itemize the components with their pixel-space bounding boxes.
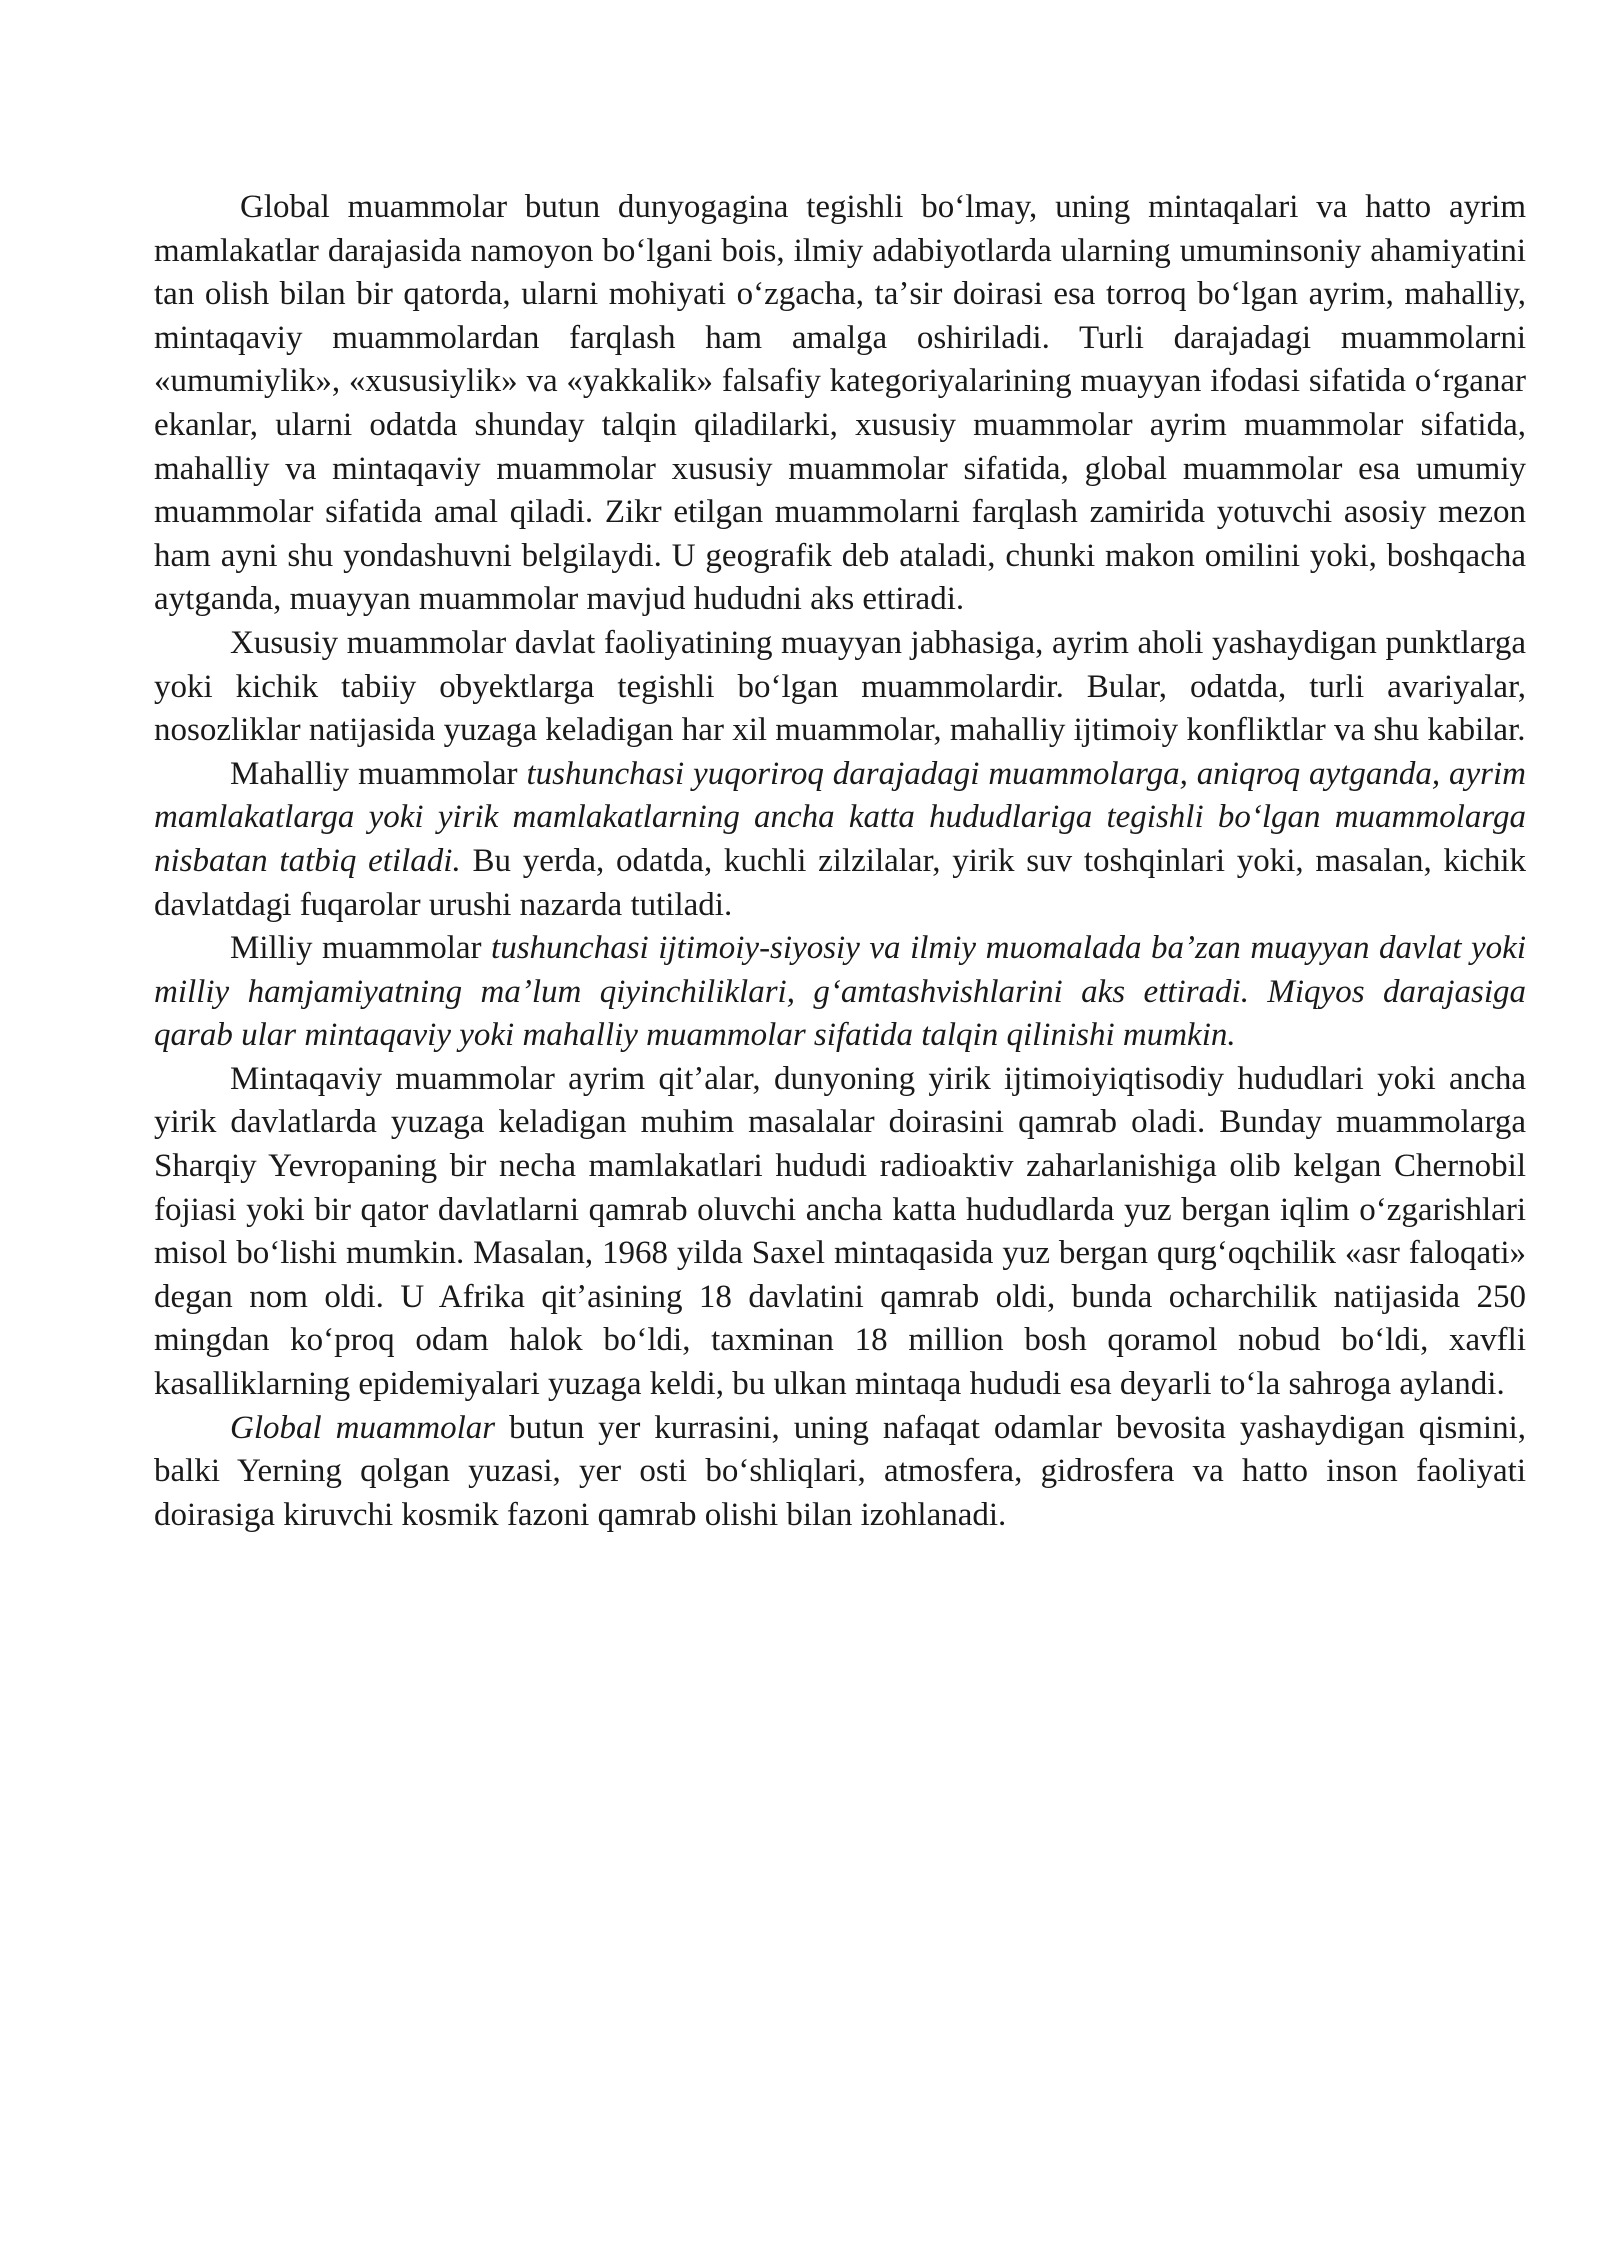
paragraph-mintaqaviy [154, 1058, 1526, 1407]
paragraph-term: Milliy muammolar [230, 930, 492, 967]
paragraph-milliy [154, 927, 1526, 1058]
paragraph-text: Bu yerda, odatda, kuchli zilzilalar, yirik suv toshqinlari yoki, masalan, kichik davlatdagi fuqarolar urushi nazarda tutiladi. [154, 842, 1526, 923]
document-body [154, 186, 1526, 1537]
paragraph-mahalliy [154, 753, 1526, 927]
paragraph-text: Xususiy muammolar davlat faoliyatining muayyan jabhasiga, ayrim aholi yashaydigan punktlarga yoki kichik tabiiy obyektlarga tegishli boʻlgan muammolardir. Bular, odatda, turli avariyalar, nosozliklar natijasida yuzaga keladigan har xil muammolar, mahalliy ijtimoiy konfliktlar va shu kabilar. [154, 624, 1526, 749]
paragraph-text: Mintaqaviy muammolar ayrim qitʼalar, dunyoning yirik ijtimoiyiqtisodiy hududlari yoki ancha yirik davlatlarda yuzaga keladigan muhim masalalar doirasini qamrab oladi. Bunday muammolarga Sharqiy Yevropaning bir necha mamlakatlari hududi radioaktiv zaharlanishiga olib kelgan Chernobil fojiasi yoki bir qator davlatlarni qamrab oluvchi ancha katta hududlarda yuz bergan iqlim oʻzgarishlari misol boʻlishi mumkin. Masalan, 1968 yilda Saxel mintaqasida yuz bergan qurgʻoqchilik «asr faloqati» degan nom oldi. U Afrika qitʼasining 18 davlatini qamrab oldi, bunda ocharchilik natijasida 250 mingdan koʻproq odam halok boʻldi, taxminan 18 million bosh qoramol nobud boʻldi, xavfli kasalliklarning epidemiyalari yuzaga keldi, bu ulkan mintaqa hududi esa deyarli toʻla sahroga aylandi. [154, 1060, 1526, 1403]
paragraph-text: Global muammolar butun dunyogagina tegishli boʻlmay, uning mintaqalari va hatto ayrim mamlakatlar darajasida namoyon boʻlgani bois, ilmiy adabiyotlarda ularning umuminsoniy ahamiyatini tan olish bilan bir qatorda, ularni mohiyati oʻzgacha, taʼsir doirasi esa torroq boʻlgan ayrim, mahalliy, mintaqaviy muammolardan farqlash ham amalga oshiriladi. Turli darajadagi muammolarni «umumiylik», «xususiylik» va «yakkalik» falsafiy kategoriyalarining muayyan ifodasi sifatida oʻrganar ekanlar, ularni odatda shunday talqin qiladilarki, xususiy muammolar ayrim muammolar sifatida, mahalliy va mintaqaviy muammolar xususiy muammolar sifatida, global muammolar esa umumiy muammolar sifatida amal qiladi. Zikr etilgan muammolarni farqlash zamirida yotuvchi asosiy mezon ham ayni shu yondashuvni belgilaydi. U geografik deb ataladi, chunki makon omilini yoki, boshqacha aytganda, muayyan muammolar mavjud hududni aks ettiradi. [154, 189, 1526, 618]
paragraph-global-definition [154, 1407, 1526, 1538]
paragraph-global-intro [154, 186, 1526, 622]
paragraph-term: Mahalliy muammolar [230, 755, 527, 792]
paragraph-italic-term: Global muammolar [230, 1409, 496, 1446]
paragraph-text: butun yer kurrasini, uning nafaqat odamlar bevosita yashaydigan qismini, balki Yerning qolgan yuzasi, yer osti boʻshliqlari, atmosfera, gidrosfera va hatto inson faoliyati doirasiga kiruvchi kosmik fazoni qamrab olishi bilan izohlanadi. [154, 1409, 1526, 1533]
paragraph-italic-text: tushunchasi ijtimoiy-siyosiy va ilmiy muomalada baʼzan muayyan davlat yoki milliy hamjamiyatning maʼlum qiyinchiliklari, gʻamtashvishlarini aks ettiradi. Miqyos darajasiga qarab ular mintaqaviy yoki mahalliy muammolar sifatida talqin qilinishi mumkin. [154, 930, 1526, 1054]
paragraph-italic-text: tushunchasi yuqoriroq darajadagi muammolarga, aniqroq aytganda, ayrim mamlakatlarga yoki yirik mamlakatlarning ancha katta hududlariga tegishli boʻlgan muammolarga nisbatan tatbiq etiladi. [154, 755, 1526, 879]
paragraph-xususiy [154, 622, 1526, 753]
